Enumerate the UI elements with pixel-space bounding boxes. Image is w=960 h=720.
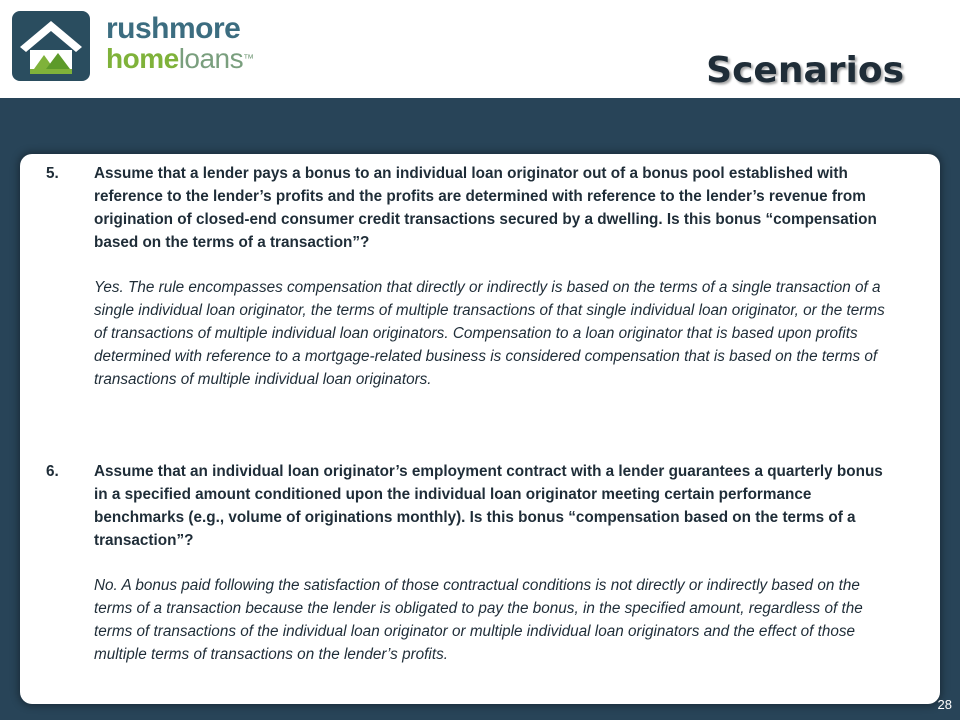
trademark-symbol: ™ bbox=[243, 53, 254, 65]
brand-loans: loans bbox=[178, 43, 244, 74]
page-number: 28 bbox=[937, 697, 952, 712]
scenario-6 bbox=[46, 460, 896, 666]
scenario-answer: No. A bonus paid following the satisfaction of those contractual conditions is not directly or indirectly based on the terms of a transaction because the lender is obligated to pay the bonus, in the specified amount, regardless of the terms of transactions of the individual loan originator or multiple individual loan originators and the effect of those multiple terms of transactions on the lender’s profits. bbox=[94, 577, 863, 663]
brand-home: home bbox=[106, 43, 179, 74]
scenario-answer: Yes. The rule encompasses compensation that directly or indirectly is based on the terms of a single transaction of a single individual loan originator, the terms of multiple transactions of that single individual loan originator, or the terms of transactions of multiple individual loan originators. Compensation to a loan originator that is based upon profits determined with reference to a mortgage-related business is considered compensation that is based on the terms of transactions of multiple individual loan originators. bbox=[94, 279, 885, 388]
scenario-number: 6. bbox=[46, 463, 59, 480]
logo-house-icon bbox=[12, 11, 90, 81]
scenario-question: Assume that an individual loan originator’s employment contract with a lender guarantees a quarterly bonus in a specified amount conditioned upon the individual loan originator meeting certain performance benchmarks (e.g., volume of originations monthly). Is this bonus “compensation based on the terms of a transaction”? bbox=[94, 463, 883, 549]
brand-name-line1: rushmore bbox=[106, 12, 241, 45]
scenario-5 bbox=[46, 162, 896, 391]
brand-name-line2 bbox=[106, 44, 254, 74]
scenario-question: Assume that a lender pays a bonus to an individual loan originator out of a bonus pool established with reference to the lender’s profits and the profits are determined with reference to the lender’s revenue from origination of closed-end consumer credit transactions secured by a dwelling. Is this bonus “compensation based on the terms of a transaction”? bbox=[94, 165, 877, 251]
slide-title: Scenarios bbox=[706, 50, 904, 91]
house-icon bbox=[12, 11, 90, 81]
scenario-number: 5. bbox=[46, 165, 59, 182]
